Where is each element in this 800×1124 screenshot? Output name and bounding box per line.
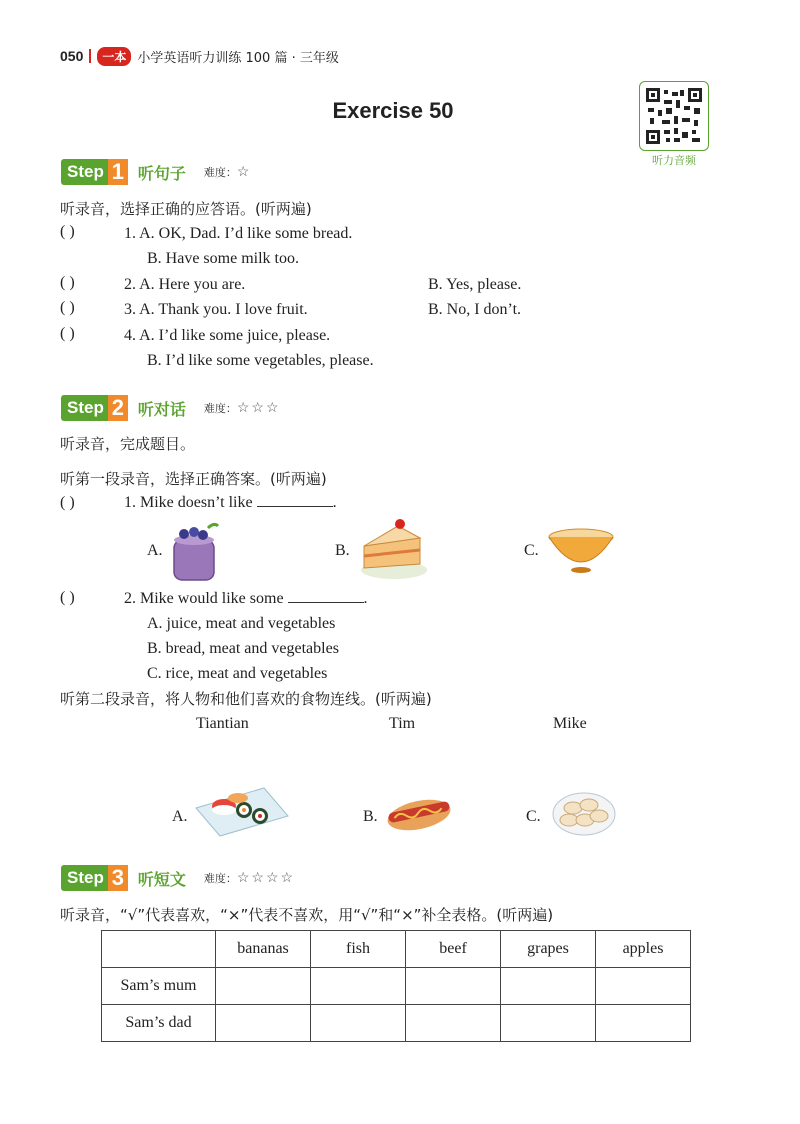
step1-q1-b: B. Have some milk too. xyxy=(147,250,299,267)
answer-cell[interactable] xyxy=(216,968,311,1005)
step1-star-icon: ☆ xyxy=(236,164,252,180)
step2-part2-instruction: 听第二段录音，将人物和他们喜欢的食物连线。(听两遍) xyxy=(60,690,432,708)
step2-title: 听对话 xyxy=(137,399,186,419)
step2-q1-option-a-label: A. xyxy=(147,542,163,559)
dumplings-icon[interactable] xyxy=(551,790,617,838)
qr-code-frame[interactable] xyxy=(639,81,709,151)
table-row xyxy=(102,1005,691,1042)
table-corner-cell xyxy=(102,931,216,968)
cake-icon[interactable] xyxy=(358,516,428,580)
step2-q2-option-c: C. rice, meat and vegetables xyxy=(147,665,328,682)
table-header-grapes: grapes xyxy=(501,931,596,968)
step3-word: Step xyxy=(61,865,108,891)
step2-q2-text: 2. Mike would like some xyxy=(124,590,284,607)
person-mike[interactable]: Mike xyxy=(553,715,587,732)
step3-title: 听短文 xyxy=(137,869,186,889)
step2-header xyxy=(61,394,281,422)
step1-q3-b: B. No, I don’t. xyxy=(428,301,522,318)
answer-cell[interactable] xyxy=(311,968,406,1005)
step2-q1-text: 1. Mike doesn’t like xyxy=(124,494,253,511)
blueberry-drink-icon[interactable] xyxy=(168,520,222,584)
answer-cell[interactable] xyxy=(596,968,691,1005)
food-option-c-label: C. xyxy=(526,808,541,825)
step3-header xyxy=(61,864,295,892)
food-option-b-label: B. xyxy=(363,808,378,825)
answer-cell[interactable] xyxy=(216,1005,311,1042)
answer-cell[interactable] xyxy=(596,1005,691,1042)
page-header xyxy=(60,46,339,66)
sushi-icon[interactable] xyxy=(194,786,290,838)
step2-q1-blank[interactable] xyxy=(257,492,333,507)
likes-table xyxy=(101,930,691,1042)
header-divider xyxy=(89,49,91,63)
step1-q1-a: 1. A. OK, Dad. I’d like some bread. xyxy=(124,225,353,242)
step2-answer-paren-1[interactable]: ( ) xyxy=(60,494,75,511)
page-title: Exercise 50 xyxy=(332,98,454,123)
row-label-sams-mum: Sam’s mum xyxy=(102,968,216,1005)
step2-q1-option-b-label: B. xyxy=(335,542,350,559)
answer-cell[interactable] xyxy=(311,1005,406,1042)
step1-answer-paren-2[interactable]: ( ) xyxy=(60,274,75,291)
step2-difficulty-label: 难度： xyxy=(203,402,237,415)
step2-instruction: 听录音，完成题目。 xyxy=(60,435,196,453)
table-header-apples: apples xyxy=(596,931,691,968)
page-number: 050 xyxy=(60,48,84,64)
step1-answer-paren-1[interactable]: ( ) xyxy=(60,223,75,240)
step1-q2-b: B. Yes, please. xyxy=(428,276,522,293)
book-title: 小学英语听力训练 100 篇 · 三年级 xyxy=(137,50,339,66)
person-tim[interactable]: Tim xyxy=(389,715,416,732)
step1-q2-a: 2. A. Here you are. xyxy=(124,276,246,293)
brand-logo: 一本 xyxy=(97,47,131,66)
row-label-sams-dad: Sam’s dad xyxy=(102,1005,216,1042)
qr-code-icon xyxy=(646,88,702,144)
qr-label: 听力音频 xyxy=(652,154,696,167)
table-header-fish: fish xyxy=(311,931,406,968)
step1-header xyxy=(61,158,251,186)
step2-q2: 2. Mike would like some . xyxy=(124,590,368,607)
step1-answer-paren-4[interactable]: ( ) xyxy=(60,325,75,342)
step2-q2-option-a: A. juice, meat and vegetables xyxy=(147,615,336,632)
answer-cell[interactable] xyxy=(501,1005,596,1042)
step2-q1: 1. Mike doesn’t like . xyxy=(124,494,337,511)
step1-q4-b: B. I’d like some vegetables, please. xyxy=(147,352,374,369)
step2-star-icons: ☆☆☆ xyxy=(236,400,281,416)
step3-number: 3 xyxy=(108,865,128,891)
table-header-beef: beef xyxy=(406,931,501,968)
table-header-row xyxy=(102,931,691,968)
step2-number: 2 xyxy=(108,395,128,421)
step1-number: 1 xyxy=(108,159,128,185)
step3-instruction: 听录音，“√”代表喜欢，“×”代表不喜欢，用“√”和“×”补全表格。(听两遍) xyxy=(60,906,554,924)
step1-title: 听句子 xyxy=(137,163,186,183)
step3-star-icons: ☆☆☆☆ xyxy=(236,870,296,886)
step2-part1-instruction: 听第一段录音，选择正确答案。(听两遍) xyxy=(60,470,327,488)
step1-q3-a: 3. A. Thank you. I love fruit. xyxy=(124,301,308,318)
person-tiantian[interactable]: Tiantian xyxy=(196,715,249,732)
step1-instruction: 听录音，选择正确的应答语。(听两遍) xyxy=(60,200,312,218)
table-header-bananas: bananas xyxy=(216,931,311,968)
step2-q1-option-c-label: C. xyxy=(524,542,539,559)
step1-word: Step xyxy=(61,159,108,185)
step2-word: Step xyxy=(61,395,108,421)
step1-difficulty-label: 难度： xyxy=(203,166,237,179)
step2-q2-blank[interactable] xyxy=(288,588,364,603)
step2-q2-option-b: B. bread, meat and vegetables xyxy=(147,640,339,657)
answer-cell[interactable] xyxy=(406,1005,501,1042)
step1-answer-paren-3[interactable]: ( ) xyxy=(60,299,75,316)
answer-cell[interactable] xyxy=(501,968,596,1005)
bowl-icon[interactable] xyxy=(546,527,616,575)
step3-difficulty-label: 难度： xyxy=(203,872,237,885)
food-option-a-label: A. xyxy=(172,808,188,825)
step2-answer-paren-2[interactable]: ( ) xyxy=(60,589,75,606)
hot-dog-icon[interactable] xyxy=(384,791,454,835)
step1-q4-a: 4. A. I’d like some juice, please. xyxy=(124,327,331,344)
table-row xyxy=(102,968,691,1005)
answer-cell[interactable] xyxy=(406,968,501,1005)
